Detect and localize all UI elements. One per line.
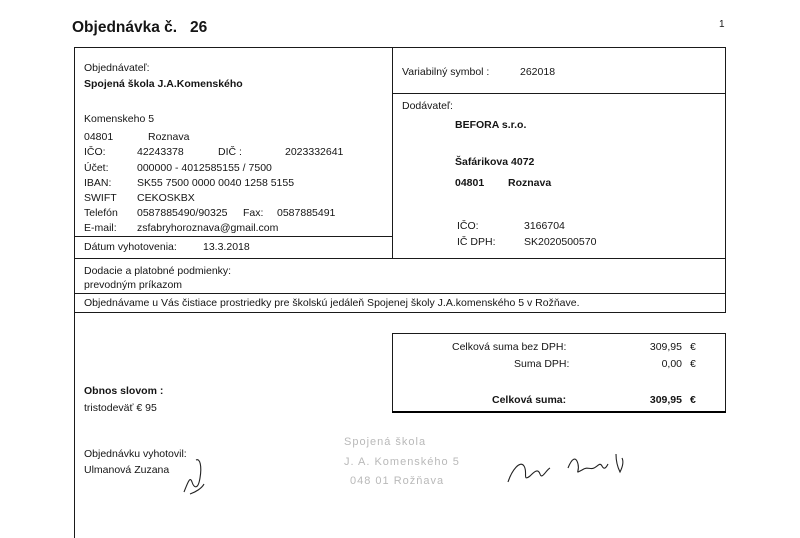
buyer-account: 000000 - 4012585155 / 7500	[137, 162, 272, 174]
buyer-account-label: Účet:	[84, 162, 109, 174]
frame-right-top	[725, 47, 726, 93]
issued-by-label: Objednávku vyhotovil:	[84, 448, 187, 460]
buyer-name: Spojená škola J.A.Komenského	[84, 78, 243, 90]
buyer-email: zsfabryhoroznava@gmail.com	[137, 222, 279, 234]
delivery-value: prevodným príkazom	[84, 279, 183, 291]
buyer-iban: SK55 7500 0000 0040 1258 5155	[137, 177, 295, 189]
net-label: Celková suma bez DPH:	[452, 341, 567, 353]
buyer-heading: Objednávateľ:	[84, 62, 150, 74]
supplier-street: Šafárikova 4072	[455, 156, 535, 168]
date-value: 13.3.2018	[203, 241, 250, 253]
buyer-swift-label: SWIFT	[84, 192, 117, 204]
vs-label: Variabilný symbol :	[402, 66, 490, 78]
order-text: Objednávame u Vás čistiace prostriedky pre školskú jedáleň Spojenej školy J.A.komenského 5 v Rožňave.	[84, 297, 580, 309]
vat-value: 0,00	[661, 358, 682, 370]
frame-right-mid	[725, 258, 726, 312]
buyer-fax-label: Fax:	[243, 207, 264, 219]
buyer-phone-label: Telefón	[84, 207, 118, 219]
stamp-line-1: Spojená škola	[344, 436, 427, 448]
order-text-bottom	[74, 312, 726, 313]
buyer-email-label: E-mail:	[84, 222, 117, 234]
buyer-fax: 0587885491	[277, 207, 336, 219]
buyer-dic-label: DIČ :	[218, 146, 242, 158]
supplier-city: Roznava	[508, 177, 552, 189]
buyer-ico: 42243378	[137, 146, 184, 158]
date-bottom	[74, 258, 726, 259]
total-value: 309,95	[649, 394, 682, 406]
buyer-city: Roznava	[148, 131, 190, 143]
frame-top	[74, 47, 725, 48]
frame-right-totals	[725, 333, 726, 412]
order-title: Objednávka č. 26	[72, 19, 208, 36]
supplier-left	[392, 93, 393, 258]
page-number: 1	[719, 19, 725, 30]
words-label: Obnos slovom :	[84, 385, 164, 397]
issuer-signature	[178, 448, 218, 498]
total-currency: €	[690, 394, 696, 406]
stamp-line-2: J. A. Komenského 5	[344, 456, 460, 468]
supplier-right	[725, 93, 726, 258]
date-label: Dátum vyhotovenia:	[84, 241, 177, 253]
order-number: 26	[190, 19, 208, 36]
issued-by-name: Ulmanová Zuzana	[84, 464, 170, 476]
supplier-heading: Dodávateľ:	[402, 100, 453, 112]
net-value: 309,95	[649, 341, 682, 353]
buyer-swift: CEKOSKBX	[137, 192, 195, 204]
date-top	[74, 236, 393, 237]
supplier-zip: 04801	[455, 177, 485, 189]
delivery-heading: Dodacie a platobné podmienky:	[84, 265, 232, 277]
vs-value: 262018	[520, 66, 556, 78]
words-value: tristodeväť € 95	[84, 402, 157, 414]
buyer-iban-label: IBAN:	[84, 177, 112, 189]
supplier-name: BEFORA s.r.o.	[455, 119, 527, 131]
vat-label: Suma DPH:	[514, 358, 570, 370]
buyer-phone: 0587885490/90325	[137, 207, 228, 219]
totals-top	[392, 333, 726, 334]
buyer-zip: 04801	[84, 131, 114, 143]
supplier-ico-label: IČO:	[457, 220, 479, 232]
stamp-line-3: 048 01 Rožňava	[350, 475, 445, 487]
net-currency: €	[690, 341, 696, 353]
totals-left	[392, 333, 393, 412]
supplier-ico: 3166704	[524, 220, 565, 232]
buyer-street: Komenskeho 5	[84, 113, 155, 125]
supplier-icdph-label: IČ DPH:	[457, 236, 496, 248]
vat-currency: €	[690, 358, 696, 370]
delivery-bottom	[74, 293, 726, 294]
supplier-icdph: SK2020500570	[524, 236, 597, 248]
buyer-ico-label: IČO:	[84, 146, 106, 158]
total-label: Celková suma:	[492, 394, 567, 406]
totals-bottom	[392, 411, 726, 413]
vs-bottom	[392, 93, 726, 94]
supplier-signature	[504, 448, 634, 488]
buyer-dic: 2023332641	[285, 146, 344, 158]
